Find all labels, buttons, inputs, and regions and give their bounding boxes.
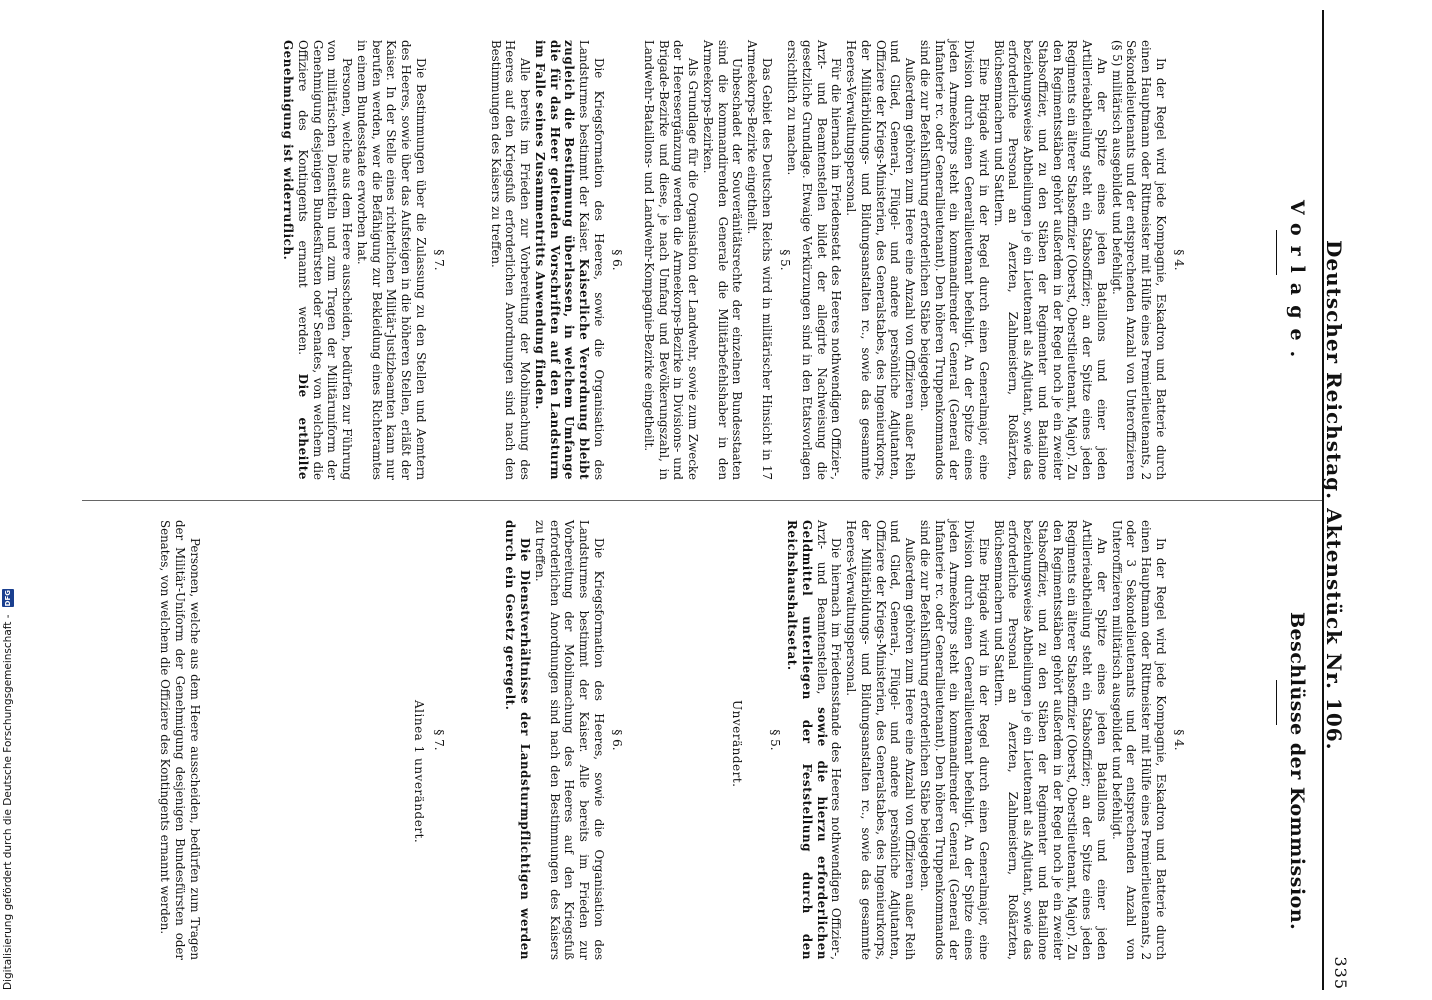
- page-number: 335: [1331, 956, 1350, 990]
- right-sec6-paragraph-1: Die Kriegsformation des Heeres, sowie die Organisation des Landsturmes bestimmt der Kaiser. Alle bereits im Frieden zur Vorbereitung der Mobilmachung des Heeres auf den Kriegsfuß erforderlichen Anordnungen sind nach den Bestimmungen des Kaisers zu treffen.: [533, 520, 606, 960]
- right-sec7-title: § 7.: [432, 729, 446, 751]
- left-sec4-paragraph-4: Außerdem gehören zum Heere eine Anzahl von Offizieren außer Reih und Glied, General-, Flügel- und andere persönliche Adjutanten, Offiziere der Kriegs-Ministerien, des Generalstabes, des Ingenieurkorps, der Militärbildungs- und Bildungsanstalten rc., sowie das gesammte Heeres-Verwaltungspersonal.: [844, 40, 918, 480]
- left-column-heading: Vorlage.: [1286, 200, 1308, 368]
- right-column-text-sec7: [112, 520, 202, 960]
- left-column-text-sec7: [188, 40, 428, 480]
- running-title: Deutscher Reichstag. Aktenstück Nr. 106.: [1322, 240, 1346, 751]
- left-sec6-title: § 6.: [610, 249, 624, 271]
- digitization-strip: [0, 0, 16, 1000]
- left-sec4-paragraph-1: In der Regel wird jede Kompagnie, Eskadron und Batterie durch einen Hauptmann oder Rittmeister mit Hülfe eines Premierlieutenants, 2 Sekondelieutenants und der entsprechenden Anzahl von Unteroffizieren (§ 5) militärisch ausgebildet und befehligt.: [1109, 40, 1168, 480]
- right-sec4-title: § 4.: [1172, 729, 1186, 751]
- left-sec5-paragraph-1: Das Gebiet des Deutschen Reichs wird in militärischer Hinsicht in 17 Armeekorps-Bezirke eingetheilt.: [745, 40, 774, 480]
- right-sec5-unchanged: Unverändert.: [730, 700, 744, 788]
- dfg-logo-icon: DFG: [4, 589, 12, 607]
- right-column-text-sec4: [785, 520, 1168, 960]
- left-sec7-paragraph-1: Die Bestimmungen über die Zulassung zu den Stellen und Aemtern des Heeres, sowie über das Aufsteigen in die höheren Stellen, erläßt der Kaiser. In der Stelle eines richterlichen Militär-Justizbeamten kann nur berufen werden, wer die Befähigung zur Bekleidung eines Richteramtes in einem Bundesstaate erworben hat.: [355, 40, 428, 480]
- right-column-text-sec6: [456, 520, 606, 960]
- left-sec5-paragraph-2: Unbeschadet der Souveränitätsrechte der einzelnen Bundesstaaten sind die kommandirenden Generale die Militärbefehlshaber in den Armeekorps-Bezirken.: [701, 40, 745, 480]
- right-sec7-unchanged: Alinea 1 unverändert.: [412, 700, 426, 844]
- right-sec4-text: Die hiernach im Friedensstande des Heeres nothwendigen Offizier-, Arzt- und Beamtenstellen,: [814, 520, 844, 960]
- right-sec4-paragraph-1: In der Regel wird jede Kompagnie, Eskadron und Batterie durch einen Hauptmann oder Rittmeister mit Hülfe eines Premierlieutenants, 2 oder 3 Sekondelieutenants und der entsprechenden Anzahl von Unteroffizieren militärisch ausgebildet und befehligt.: [1109, 520, 1168, 960]
- column-divider: [82, 500, 1322, 501]
- left-heading-rule: [1276, 230, 1277, 275]
- left-column-text-sec5: [634, 40, 774, 480]
- left-sec7-title: § 7.: [432, 249, 446, 271]
- left-sec4-paragraph-3: Eine Brigade wird in der Regel durch einen Generalmajor, eine Division durch einen Generallieutenant befehligt. An der Spitze eines jeden Armeekorps steht ein kommandirender General (General der Infanterie rc. oder Generallieutenant). Den höheren Truppenkommandos sind die zur Befehlsführung erforderlichen Stäbe beigegeben.: [918, 40, 991, 480]
- right-sec6-title: § 6.: [610, 729, 624, 751]
- right-sec7-paragraph-2: Personen, welche aus dem Heere ausscheiden, bedürfen zum Tragen der Militär-Uniform der Genehmigung desjenigen Bundesfürsten oder Senates, von welchem die Offiziere des Kontingents ernannt werden.: [158, 520, 202, 960]
- left-sec6-paragraph-1: [532, 40, 606, 480]
- right-sec4-paragraph-3: Eine Brigade wird in der Regel durch einen Generalmajor, eine Division durch einen Generallieutenant befehligt. An der Spitze eines jeden Armeekorps steht ein kommandirender General (General der Infanterie rc. oder Generallieutenant). Den höheren Truppenkommandos sind die zur Befehlsführung erforderlichen Stäbe beigegeben.: [918, 520, 991, 960]
- left-sec7-paragraph-2: [281, 40, 355, 480]
- left-sec6-paragraph-2: Alle bereits im Frieden zur Vorbereitung der Mobilmachung des Heeres auf den Kriegsfuß erforderlichen Anordnungen sind nach den Bestimmungen des Kaisers zu treffen.: [488, 40, 533, 480]
- right-sec6-emphasis: Die Dienstverhältnisse der Landsturmpflichtigen werden durch ein Gesetz geregelt.: [503, 520, 533, 960]
- right-sec4-paragraph-4: Außerdem gehören zum Heere eine Anzahl von Offizieren außer Reih und Glied, General-, Flügel- und andere persönliche Adjutanten, Offiziere der Kriegs-Ministerien, des Generalstabes, des Ingenieurkorps, der Militärbildungs- und Bildungsanstalten rc., sowie das gesammte Heeres-Verwaltungspersonal.: [844, 520, 918, 960]
- left-column-text-sec6: [456, 40, 606, 480]
- left-sec7-emphasis: Die ertheilte Genehmigung ist widerruflich.: [281, 40, 310, 481]
- left-sec6-emphasis: Kaiserliche Verordnung bleibt zugleich die Bestimmung überlassen, in welchem Umfange die für das Heer geltenden Vorschriften auf den Landsturm im Falle seines Zusammentritts Anwendung finden.: [533, 40, 592, 481]
- right-column-heading: Beschlüsse der Kommission.: [1286, 612, 1308, 931]
- right-sec4-paragraph-5: [785, 520, 844, 960]
- right-sec4-paragraph-2: An der Spitze eines jeden Bataillons und einer jeden Artillerieabtheilung steht ein Stabsoffizier; an der Spitze eines jeden Regiments ein älterer Stabsoffizier (Oberst, Oberstlieutenant, Major). Zu den Regimentsstäben gehört außerdem in der Regel noch je ein zweiter Stabsoffizier, und zu den Stäben der Regimenter und Bataillone beziehungsweise Abtheilungen je ein Lieutenant als Adjutant, sowie das erforderliche Personal an Aerzten, Zahlmeistern, Roßärzten, Büchsenmachern und Sattlern.: [991, 520, 1109, 960]
- left-sec5-title: § 5.: [778, 249, 792, 271]
- left-sec6-text: Die Kriegsformation des Heeres, sowie die Organisation des Landsturmes bestimmt der Kaiser.: [577, 40, 606, 480]
- right-heading-rule: [1276, 680, 1277, 725]
- left-sec4-paragraph-5: Für die hiernach im Friedensetat des Heeres nothwendigen Offizier-, Arzt- und Beamtenstellen bildet der allegirte Nachweisung die gesetzliche Grundlage. Etwaige Verkürzungen sind in den Etatsvorlagen ersichtlich zu machen.: [785, 40, 844, 480]
- left-sec4-title: § 4.: [1172, 249, 1186, 271]
- right-sec4-emphasis: sowie die hierzu erforderlichen Geldmittel unterliegen der Feststellung durch den Reichshaushaltsetat.: [785, 520, 829, 960]
- left-sec7-text: Personen, welche aus dem Heere ausscheiden, bedürfen zur Führung von militärischen Dienstiteln und zum Tragen der Militäruniform der Genehmigung desjenigen Bundesfürsten oder Senates, von welchem die Offiziere des Kontingents ernannt werden.: [296, 40, 355, 480]
- right-sec5-title: § 5.: [768, 729, 782, 751]
- left-sec4-paragraph-2: An der Spitze eines jeden Bataillons und einer jeden Artillerieabtheilung steht ein Stabsoffizier; an der Spitze eines jeden Regiments ein älterer Stabsoffizier (Oberst, Oberstlieutenant, Major). Zu den Regimentsstäben gehört außerdem in der Regel noch je ein zweiter Stabsoffizier, und zu den Stäben der Regimenter und Bataillone beziehungsweise Abtheilungen je ein Lieutenant als Adjutant, sowie das erforderliche Personal an Aerzten, Zahlmeistern, Roßärzten, Büchsenmachern und Sattlern.: [991, 40, 1109, 480]
- digitization-note: Digitalisierung gefördert durch die Deutsche Forschungsgemeinschaft -: [2, 614, 14, 990]
- left-sec5-paragraph-3: Als Grundlage für die Organisation der Landwehr, sowie zum Zwecke der Heeresergänzung werden die Armeekorps-Bezirke in Divisions- und Brigade-Bezirke und diese, je nach Umfang und Bevölkerungszahl, in Landwehr-Bataillons- und Landwehr-Kompagnie-Bezirke eingetheilt.: [642, 40, 701, 480]
- left-column-text-sec4: [785, 40, 1168, 480]
